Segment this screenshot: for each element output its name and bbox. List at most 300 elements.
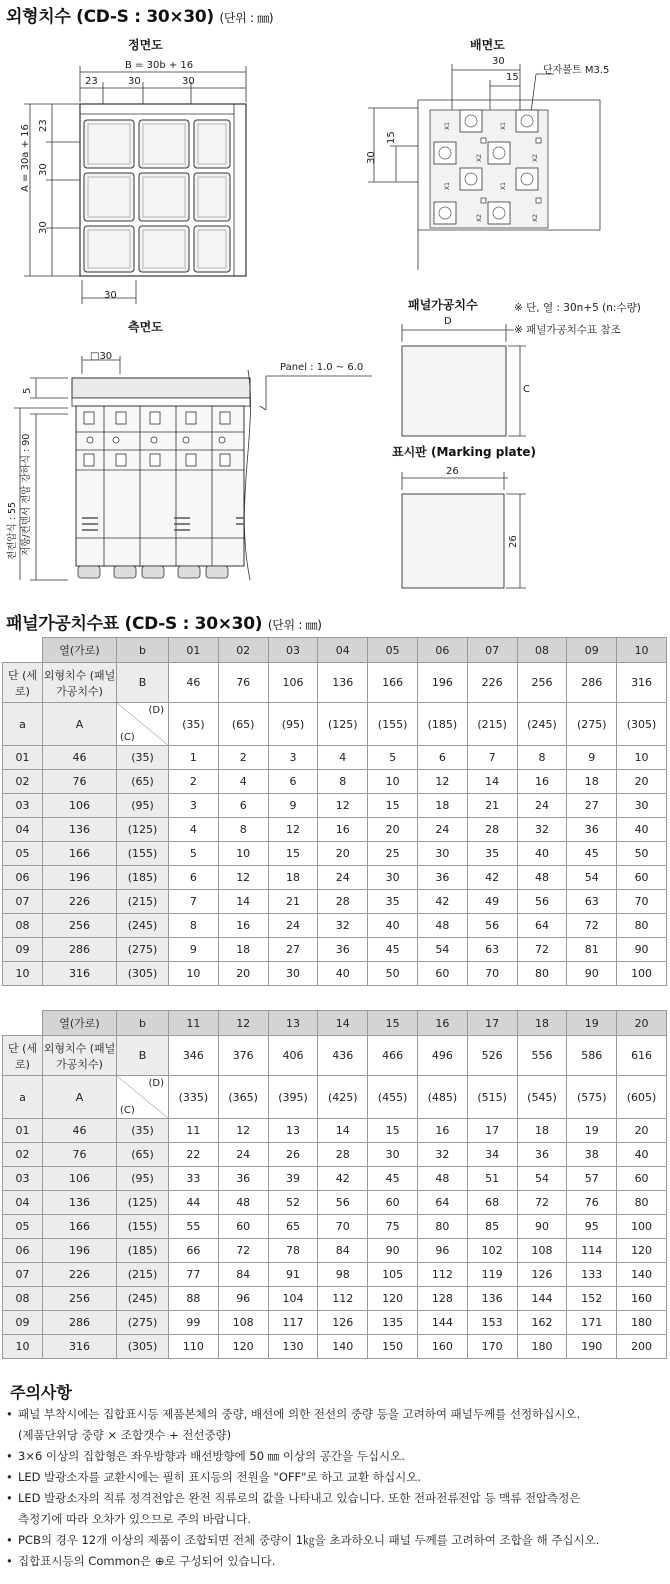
- B-value: 466: [368, 1036, 418, 1076]
- count-cell: 8: [318, 770, 368, 794]
- row-header-label: 단 (세로): [3, 1036, 43, 1076]
- count-cell: 96: [218, 1287, 268, 1311]
- row-C-cell: (65): [117, 1143, 169, 1167]
- B-header: B: [117, 1036, 169, 1076]
- count-cell: 14: [218, 890, 268, 914]
- count-cell: 68: [467, 1191, 517, 1215]
- count-cell: 40: [517, 842, 567, 866]
- row-C-cell: (215): [117, 1263, 169, 1287]
- count-cell: 126: [517, 1263, 567, 1287]
- count-cell: 48: [417, 914, 467, 938]
- count-cell: 72: [517, 938, 567, 962]
- count-cell: 2: [169, 770, 219, 794]
- row-C-cell: (305): [117, 962, 169, 986]
- row-A-cell: 166: [43, 842, 117, 866]
- row-C-cell: (125): [117, 818, 169, 842]
- row-a-cell: 08: [3, 1287, 43, 1311]
- row-C-cell: (275): [117, 1311, 169, 1335]
- A-header: A: [43, 1076, 117, 1119]
- table-row: [3, 746, 667, 770]
- row-A-cell: 166: [43, 1215, 117, 1239]
- caution-text: 패널 부착시에는 집합표시등 제품본체의 중량, 배선에 의한 전선의 중량 등을 고려하여 패널두께를 선정하십시오.: [18, 1407, 581, 1421]
- count-cell: 24: [318, 866, 368, 890]
- count-cell: 144: [417, 1311, 467, 1335]
- count-cell: 21: [467, 794, 517, 818]
- count-cell: 64: [517, 914, 567, 938]
- count-cell: 72: [567, 914, 617, 938]
- count-cell: 85: [467, 1215, 517, 1239]
- count-cell: 12: [218, 866, 268, 890]
- row-C-cell: (125): [117, 1191, 169, 1215]
- count-cell: 15: [368, 794, 418, 818]
- count-cell: 22: [169, 1143, 219, 1167]
- D-value: (65): [218, 703, 268, 746]
- row-A-cell: 136: [43, 818, 117, 842]
- row-A-cell: 136: [43, 1191, 117, 1215]
- count-cell: 45: [368, 1167, 418, 1191]
- count-cell: 102: [467, 1239, 517, 1263]
- table-row: [3, 1143, 667, 1167]
- row-a-cell: 05: [3, 842, 43, 866]
- col-number: 09: [567, 638, 617, 663]
- side-vtext-resistor: 저항/컨덴서 전압 강하식 : 90: [21, 433, 32, 556]
- D-value: (185): [417, 703, 467, 746]
- front-bottom-dim: 30: [104, 290, 117, 301]
- col-number: 17: [467, 1011, 517, 1036]
- count-cell: 64: [417, 1191, 467, 1215]
- count-cell: 26: [268, 1143, 318, 1167]
- B-value: 556: [517, 1036, 567, 1076]
- table-row: [3, 1287, 667, 1311]
- table-row: [3, 890, 667, 914]
- D-value: (515): [467, 1076, 517, 1119]
- count-cell: 3: [169, 794, 219, 818]
- count-cell: 60: [617, 866, 667, 890]
- table-row: [3, 1239, 667, 1263]
- row-C-cell: (245): [117, 914, 169, 938]
- count-cell: 77: [169, 1263, 219, 1287]
- table-row: [3, 914, 667, 938]
- count-cell: 18: [417, 794, 467, 818]
- row-C-cell: (95): [117, 794, 169, 818]
- count-cell: 98: [318, 1263, 368, 1287]
- count-cell: 160: [617, 1287, 667, 1311]
- D-value: (395): [268, 1076, 318, 1119]
- count-cell: 90: [567, 962, 617, 986]
- count-cell: 90: [368, 1239, 418, 1263]
- count-cell: 36: [318, 938, 368, 962]
- count-cell: 12: [268, 818, 318, 842]
- count-cell: 63: [467, 938, 517, 962]
- count-cell: 72: [218, 1239, 268, 1263]
- count-cell: 105: [368, 1263, 418, 1287]
- count-cell: 75: [368, 1215, 418, 1239]
- back-view-drawing: [360, 50, 610, 270]
- count-cell: 24: [417, 818, 467, 842]
- B-header: B: [117, 663, 169, 703]
- count-cell: 10: [368, 770, 418, 794]
- table-row: [3, 1167, 667, 1191]
- row-a-cell: 01: [3, 746, 43, 770]
- D-value: (545): [517, 1076, 567, 1119]
- count-cell: 140: [318, 1335, 368, 1359]
- back-dim-15: 15: [506, 72, 519, 83]
- count-cell: 45: [368, 938, 418, 962]
- row-A-cell: 106: [43, 794, 117, 818]
- table-row: [3, 1119, 667, 1143]
- side-dim-5: 5: [22, 387, 33, 394]
- row-A-cell: 46: [43, 1119, 117, 1143]
- D-value: (35): [169, 703, 219, 746]
- B-value: 286: [567, 663, 617, 703]
- count-cell: 20: [617, 770, 667, 794]
- col-number: 11: [169, 1011, 219, 1036]
- count-cell: 130: [268, 1335, 318, 1359]
- count-cell: 136: [467, 1287, 517, 1311]
- count-cell: 65: [268, 1215, 318, 1239]
- B-value: 166: [368, 663, 418, 703]
- count-cell: 30: [368, 1143, 418, 1167]
- front-dim-left-23: 23: [38, 119, 49, 132]
- row-a-cell: 10: [3, 1335, 43, 1359]
- count-cell: 114: [567, 1239, 617, 1263]
- count-cell: 60: [218, 1215, 268, 1239]
- B-value: 76: [218, 663, 268, 703]
- table-row: [3, 770, 667, 794]
- count-cell: 63: [567, 890, 617, 914]
- count-cell: 20: [368, 818, 418, 842]
- count-cell: 162: [517, 1311, 567, 1335]
- row-A-cell: 226: [43, 890, 117, 914]
- col-number: 01: [169, 638, 219, 663]
- count-cell: 21: [268, 890, 318, 914]
- side-square-dim: □30: [90, 351, 113, 362]
- caution-text: LED 발광소자의 직류 정격전압은 완전 직류로의 값을 나타내고 있습니다. 또한 전파전류전압 등 맥류 전압측정은: [18, 1491, 581, 1505]
- count-cell: 36: [417, 866, 467, 890]
- row-a-cell: 02: [3, 1143, 43, 1167]
- count-cell: 108: [218, 1311, 268, 1335]
- marking-w-dim: 26: [446, 466, 459, 477]
- count-cell: 126: [318, 1311, 368, 1335]
- D-value: (605): [617, 1076, 667, 1119]
- count-cell: 112: [417, 1263, 467, 1287]
- count-cell: 14: [467, 770, 517, 794]
- count-cell: 80: [617, 1191, 667, 1215]
- row-A-cell: 46: [43, 746, 117, 770]
- B-value: 376: [218, 1036, 268, 1076]
- table-body: [3, 746, 667, 986]
- count-cell: 56: [318, 1191, 368, 1215]
- row-a-cell: 03: [3, 1167, 43, 1191]
- section-title-panel-table: 패널가공치수표 (CD-S : 30×30) (단위 : ㎜): [6, 614, 322, 634]
- count-cell: 42: [417, 890, 467, 914]
- count-cell: 28: [467, 818, 517, 842]
- count-cell: 9: [268, 794, 318, 818]
- svg-text:X1: X1: [444, 182, 451, 190]
- front-view-title: 정면도: [128, 38, 163, 52]
- panel-cut-table-2: [2, 1010, 667, 1359]
- count-cell: 72: [517, 1191, 567, 1215]
- D-value: (305): [617, 703, 667, 746]
- col-number: 20: [617, 1011, 667, 1036]
- table-d-row: [3, 1076, 667, 1119]
- table-row: [3, 1335, 667, 1359]
- count-cell: 150: [368, 1335, 418, 1359]
- count-cell: 4: [218, 770, 268, 794]
- B-value: 496: [417, 1036, 467, 1076]
- B-value: 46: [169, 663, 219, 703]
- row-C-cell: (305): [117, 1335, 169, 1359]
- svg-text:X1: X1: [444, 122, 451, 130]
- count-cell: 10: [617, 746, 667, 770]
- count-cell: 45: [567, 842, 617, 866]
- count-cell: 25: [368, 842, 418, 866]
- count-cell: 8: [517, 746, 567, 770]
- count-cell: 54: [567, 866, 617, 890]
- back-dim-30: 30: [492, 56, 505, 67]
- count-cell: 16: [417, 1119, 467, 1143]
- table-row: [3, 1263, 667, 1287]
- row-C-cell: (35): [117, 1119, 169, 1143]
- B-value: 616: [617, 1036, 667, 1076]
- row-a-cell: 04: [3, 1191, 43, 1215]
- row-A-cell: 196: [43, 1239, 117, 1263]
- D-value: (455): [368, 1076, 418, 1119]
- count-cell: 57: [567, 1167, 617, 1191]
- cautions-list: [2, 1404, 666, 1572]
- count-cell: 170: [467, 1335, 517, 1359]
- section-title-dimensions: 외형치수 (CD-S : 30×30) (단위 : ㎜): [6, 7, 274, 27]
- marking-plate-drawing: [396, 464, 536, 594]
- count-cell: 52: [268, 1191, 318, 1215]
- count-cell: 4: [169, 818, 219, 842]
- count-cell: 80: [517, 962, 567, 986]
- row-C-cell: (245): [117, 1287, 169, 1311]
- count-cell: 6: [417, 746, 467, 770]
- caution-text: 3×6 이상의 집합형은 좌우방향과 배선방향에 50 ㎜ 이상의 공간을 두십시오.: [18, 1449, 405, 1463]
- table-row: [3, 818, 667, 842]
- row-a-cell: 01: [3, 1119, 43, 1143]
- count-cell: 117: [268, 1311, 318, 1335]
- row-C-cell: (65): [117, 770, 169, 794]
- row-a-cell: 10: [3, 962, 43, 986]
- col-number: 02: [218, 638, 268, 663]
- row-a-cell: 04: [3, 818, 43, 842]
- count-cell: 100: [617, 962, 667, 986]
- svg-text:X1: X1: [500, 182, 507, 190]
- row-A-cell: 256: [43, 1287, 117, 1311]
- col-number: 16: [417, 1011, 467, 1036]
- caution-text: PCB의 경우 12개 이상의 제품이 조합되면 전체 중량이 1㎏을 초과하오니 패널 두께를 고려하여 조합을 해 주십시오.: [18, 1533, 600, 1547]
- count-cell: 152: [567, 1287, 617, 1311]
- count-cell: 36: [218, 1167, 268, 1191]
- count-cell: 84: [318, 1239, 368, 1263]
- count-cell: 17: [467, 1119, 517, 1143]
- D-value: (125): [318, 703, 368, 746]
- count-cell: 28: [318, 1143, 368, 1167]
- table-b-row: [3, 1036, 667, 1076]
- count-cell: 38: [567, 1143, 617, 1167]
- count-cell: 49: [467, 890, 517, 914]
- count-cell: 42: [467, 866, 517, 890]
- caution-item: [2, 1530, 666, 1551]
- count-cell: 110: [169, 1335, 219, 1359]
- table-header-row: [3, 1011, 667, 1036]
- count-cell: 91: [268, 1263, 318, 1287]
- count-cell: 30: [617, 794, 667, 818]
- back-view-title: 배면도: [470, 38, 505, 52]
- count-cell: 1: [169, 746, 219, 770]
- count-cell: 80: [617, 914, 667, 938]
- row-C-cell: (35): [117, 746, 169, 770]
- col-number: 19: [567, 1011, 617, 1036]
- count-cell: 11: [169, 1119, 219, 1143]
- count-cell: 6: [169, 866, 219, 890]
- count-cell: 16: [517, 770, 567, 794]
- count-cell: 33: [169, 1167, 219, 1191]
- B-value: 256: [517, 663, 567, 703]
- count-cell: 34: [467, 1143, 517, 1167]
- caution-item: [2, 1467, 666, 1488]
- row-C-cell: (215): [117, 890, 169, 914]
- count-cell: 18: [517, 1119, 567, 1143]
- count-cell: 40: [318, 962, 368, 986]
- D-value: (485): [417, 1076, 467, 1119]
- D-value: (275): [567, 703, 617, 746]
- D-value: (215): [467, 703, 517, 746]
- dc-diagonal-cell: (D) (C): [117, 703, 169, 746]
- count-cell: 171: [567, 1311, 617, 1335]
- front-dim-30b: 30: [182, 76, 195, 87]
- count-cell: 12: [417, 770, 467, 794]
- count-cell: 36: [517, 1143, 567, 1167]
- front-dim-left-30b: 30: [38, 221, 49, 234]
- row-A-cell: 316: [43, 962, 117, 986]
- D-value: (245): [517, 703, 567, 746]
- count-cell: 70: [617, 890, 667, 914]
- panel-cut-note-2: ※ 패널가공치수표 참조: [514, 324, 621, 336]
- count-cell: 42: [318, 1167, 368, 1191]
- count-cell: 24: [218, 1143, 268, 1167]
- row-A-cell: 76: [43, 1143, 117, 1167]
- count-cell: 128: [417, 1287, 467, 1311]
- col-number: 15: [368, 1011, 418, 1036]
- row-a-cell: 06: [3, 1239, 43, 1263]
- count-cell: 20: [318, 842, 368, 866]
- svg-text:X2: X2: [532, 214, 539, 222]
- col-number: 10: [617, 638, 667, 663]
- row-A-cell: 76: [43, 770, 117, 794]
- count-cell: 76: [567, 1191, 617, 1215]
- col-number: 18: [517, 1011, 567, 1036]
- svg-text:X2: X2: [476, 214, 483, 222]
- marking-h-dim: 26: [508, 535, 519, 548]
- a-header: a: [3, 703, 43, 746]
- count-cell: 20: [218, 962, 268, 986]
- count-cell: 48: [218, 1191, 268, 1215]
- count-cell: 24: [268, 914, 318, 938]
- count-cell: 160: [417, 1335, 467, 1359]
- count-cell: 48: [417, 1167, 467, 1191]
- count-cell: 39: [268, 1167, 318, 1191]
- row-A-cell: 316: [43, 1335, 117, 1359]
- front-top-overall-dim: B = 30b + 16: [125, 60, 194, 71]
- count-cell: 32: [318, 914, 368, 938]
- panel-cut-table-1: [2, 637, 667, 986]
- count-cell: 7: [169, 890, 219, 914]
- svg-text:X2: X2: [476, 154, 483, 162]
- count-cell: 40: [617, 818, 667, 842]
- caution-item: [2, 1551, 666, 1572]
- count-cell: 5: [169, 842, 219, 866]
- count-cell: 7: [467, 746, 517, 770]
- row-a-cell: 07: [3, 890, 43, 914]
- count-cell: 133: [567, 1263, 617, 1287]
- count-cell: 35: [467, 842, 517, 866]
- count-cell: 70: [467, 962, 517, 986]
- D-value: (575): [567, 1076, 617, 1119]
- count-cell: 16: [218, 914, 268, 938]
- row-A-cell: 256: [43, 914, 117, 938]
- count-cell: 120: [368, 1287, 418, 1311]
- back-dim-left-15: 15: [386, 131, 397, 144]
- caution-item: [2, 1488, 666, 1530]
- caution-item: [2, 1446, 666, 1467]
- count-cell: 6: [218, 794, 268, 818]
- count-cell: 27: [268, 938, 318, 962]
- count-cell: 140: [617, 1263, 667, 1287]
- count-cell: 108: [517, 1239, 567, 1263]
- caution-item: [2, 1404, 666, 1446]
- B-value: 106: [268, 663, 318, 703]
- B-value: 136: [318, 663, 368, 703]
- count-cell: 18: [567, 770, 617, 794]
- count-cell: 18: [268, 866, 318, 890]
- D-value: (425): [318, 1076, 368, 1119]
- table-row: [3, 1311, 667, 1335]
- row-A-cell: 226: [43, 1263, 117, 1287]
- b-header: b: [117, 1011, 169, 1036]
- D-value: (365): [218, 1076, 268, 1119]
- count-cell: 84: [218, 1263, 268, 1287]
- count-cell: 12: [318, 794, 368, 818]
- col-header-label: 열(가로): [43, 1011, 117, 1036]
- count-cell: 120: [218, 1335, 268, 1359]
- table-row: [3, 794, 667, 818]
- A-header: A: [43, 703, 117, 746]
- count-cell: 56: [517, 890, 567, 914]
- count-cell: 51: [467, 1167, 517, 1191]
- count-cell: 90: [517, 1215, 567, 1239]
- count-cell: 56: [467, 914, 517, 938]
- count-cell: 4: [318, 746, 368, 770]
- front-view-drawing: [0, 52, 270, 314]
- row-C-cell: (155): [117, 842, 169, 866]
- count-cell: 36: [567, 818, 617, 842]
- count-cell: 28: [318, 890, 368, 914]
- B-value: 226: [467, 663, 517, 703]
- count-cell: 96: [417, 1239, 467, 1263]
- a-header: a: [3, 1076, 43, 1119]
- count-cell: 119: [467, 1263, 517, 1287]
- col-number: 06: [417, 638, 467, 663]
- count-cell: 54: [517, 1167, 567, 1191]
- row-a-cell: 09: [3, 938, 43, 962]
- table-row: [3, 1191, 667, 1215]
- row-A-cell: 286: [43, 1311, 117, 1335]
- count-cell: 19: [567, 1119, 617, 1143]
- col-number: 07: [467, 638, 517, 663]
